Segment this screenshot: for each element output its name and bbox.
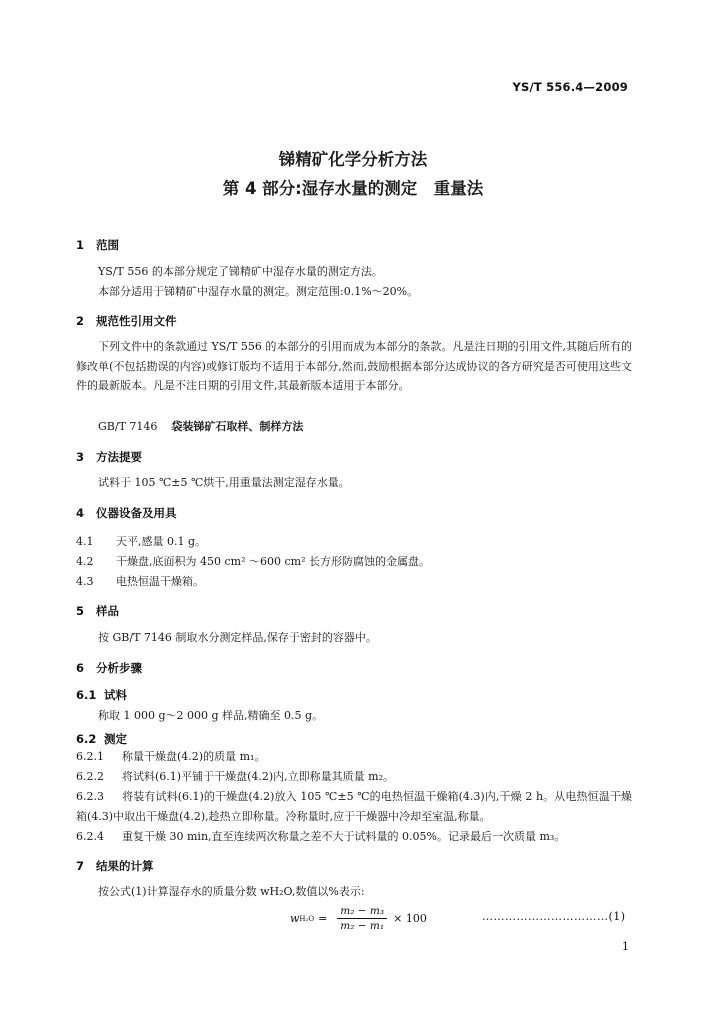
document-title-line2: 第 4 部分:湿存水量的测定 重量法 xyxy=(222,179,484,198)
section-title: 结果的计算 xyxy=(96,859,154,873)
moisture-formula: w H₂O = $\frac{\text{m₂ − m₃}}{\text{m₂ − m₁}}$ × 100 xyxy=(290,905,427,932)
section-title: 样品 xyxy=(96,604,119,618)
item-number: 4.2 xyxy=(76,555,94,568)
item-number: 6.2.4 xyxy=(76,830,104,843)
section-number: 3 xyxy=(76,450,85,464)
list-item xyxy=(76,552,430,572)
section-number: 2 xyxy=(76,314,85,328)
reference-title: 袋装锑矿石取样、制样方法 xyxy=(171,420,304,433)
section-3-paragraph: 试料于 105 ℃±5 ℃烘干,用重量法测定湿存水量。 xyxy=(98,476,350,489)
item-text: 天平,感量 0.1 g。 xyxy=(116,535,207,548)
section-number: 1 xyxy=(76,238,85,252)
page-number: 1 xyxy=(622,940,629,953)
item-number: 4.3 xyxy=(76,575,94,588)
item-text: 将试料(6.1)平铺于干燥盘(4.2)内,立即称量其质量 m₂。 xyxy=(122,770,394,783)
section-title: 分析步骤 xyxy=(96,661,142,675)
subsection-number: 6.2 xyxy=(76,732,97,746)
item-number: 6.2.1 xyxy=(76,750,104,763)
document-title-line1: 锑精矿化学分析方法 xyxy=(278,150,428,169)
list-item xyxy=(76,787,632,826)
formula-fraction xyxy=(337,905,387,932)
subsection-title: 测定 xyxy=(104,732,127,746)
reference-code: GB/T 7146 xyxy=(98,420,158,433)
formula-denominator: m₂ − m₁ xyxy=(340,920,385,932)
section-7-paragraph: 按公式(1)计算湿存水的质量分数 wH₂O,数值以%表示: xyxy=(98,885,365,898)
subsection-number: 6.1 xyxy=(76,688,97,702)
list-item xyxy=(76,532,206,552)
formula-numerator: m₂ − m₃ xyxy=(337,905,387,919)
item-text: 电热恒温干燥箱。 xyxy=(116,575,204,588)
equation-number: ……………………………(1) xyxy=(482,910,626,923)
item-number: 6.2.2 xyxy=(76,770,104,783)
section-title: 规范性引用文件 xyxy=(96,314,177,328)
section-number: 6 xyxy=(76,661,85,675)
subsection-6-2-heading xyxy=(76,731,127,747)
section-title: 仪器设备及用具 xyxy=(96,506,177,520)
list-item xyxy=(76,747,265,767)
section-5-paragraph: 按 GB/T 7146 制取水分测定样品,保存于密封的容器中。 xyxy=(98,631,377,644)
section-2-paragraph: 下列文件中的条款通过 YS/T 556 的本部分的引用而成为本部分的条款。凡是注日期的引用文件,其随后所有的修改单(不包括勘误的内容)或修订版均不适用于本部分,然而,鼓励根据本部分达成协议的各方研究是否可使用这些文件的最新版本。凡是不注日期的引用文件,其最新版本适用于本部分。 xyxy=(76,340,632,392)
section-2-heading xyxy=(76,313,177,329)
section-number: 5 xyxy=(76,604,85,618)
section-1-paragraph-2: 本部分适用于锑精矿中湿存水量的测定。测定范围:0.1%～20%。 xyxy=(98,285,419,298)
section-title: 方法提要 xyxy=(96,450,142,464)
list-item xyxy=(76,767,394,787)
section-1-heading xyxy=(76,237,119,253)
section-3-heading xyxy=(76,449,142,465)
normative-reference xyxy=(98,417,303,437)
subsection-6-1-paragraph: 称取 1 000 g～2 000 g 样品,精确至 0.5 g。 xyxy=(98,709,324,722)
section-number: 7 xyxy=(76,859,85,873)
item-text: 重复干燥 30 min,直至连续两次称量之差不大于试料量的 0.05%。记录最后一次质量 m₃。 xyxy=(122,830,566,843)
formula-multiplier: × 100 xyxy=(393,912,427,925)
section-1-paragraph-1: YS/T 556 的本部分规定了锑精矿中湿存水量的测定方法。 xyxy=(98,265,383,278)
item-number: 4.1 xyxy=(76,535,94,548)
section-6-heading xyxy=(76,660,142,676)
formula-lhs-subscript: H₂O xyxy=(299,914,315,923)
section-7-heading xyxy=(76,858,154,874)
section-title: 范围 xyxy=(96,238,119,252)
item-text: 干燥盘,底面积为 450 cm² ～600 cm² 长方形防腐蚀的金属盘。 xyxy=(116,555,430,568)
item-text: 将装有试料(6.1)的干燥盘(4.2)放入 105 ℃±5 ℃的电热恒温干燥箱(4.3)内,干燥 2 h。从电热恒温干燥箱(4.3)中取出干燥盘(4.2),趁热立即称量。冷称量时,应于干燥器中冷却至室温,称量。 xyxy=(76,790,632,823)
section-4-heading xyxy=(76,505,177,521)
section-5-heading xyxy=(76,603,119,619)
item-number: 6.2.3 xyxy=(76,790,104,803)
list-item xyxy=(76,572,204,592)
subsection-6-1-heading xyxy=(76,687,127,703)
section-number: 4 xyxy=(76,506,85,520)
list-item xyxy=(76,827,565,847)
subsection-title: 试料 xyxy=(104,688,127,702)
standard-number: YS/T 556.4—2009 xyxy=(512,80,628,94)
formula-lhs-symbol: w xyxy=(290,912,300,925)
item-text: 称量干燥盘(4.2)的质量 m₁。 xyxy=(122,750,266,763)
